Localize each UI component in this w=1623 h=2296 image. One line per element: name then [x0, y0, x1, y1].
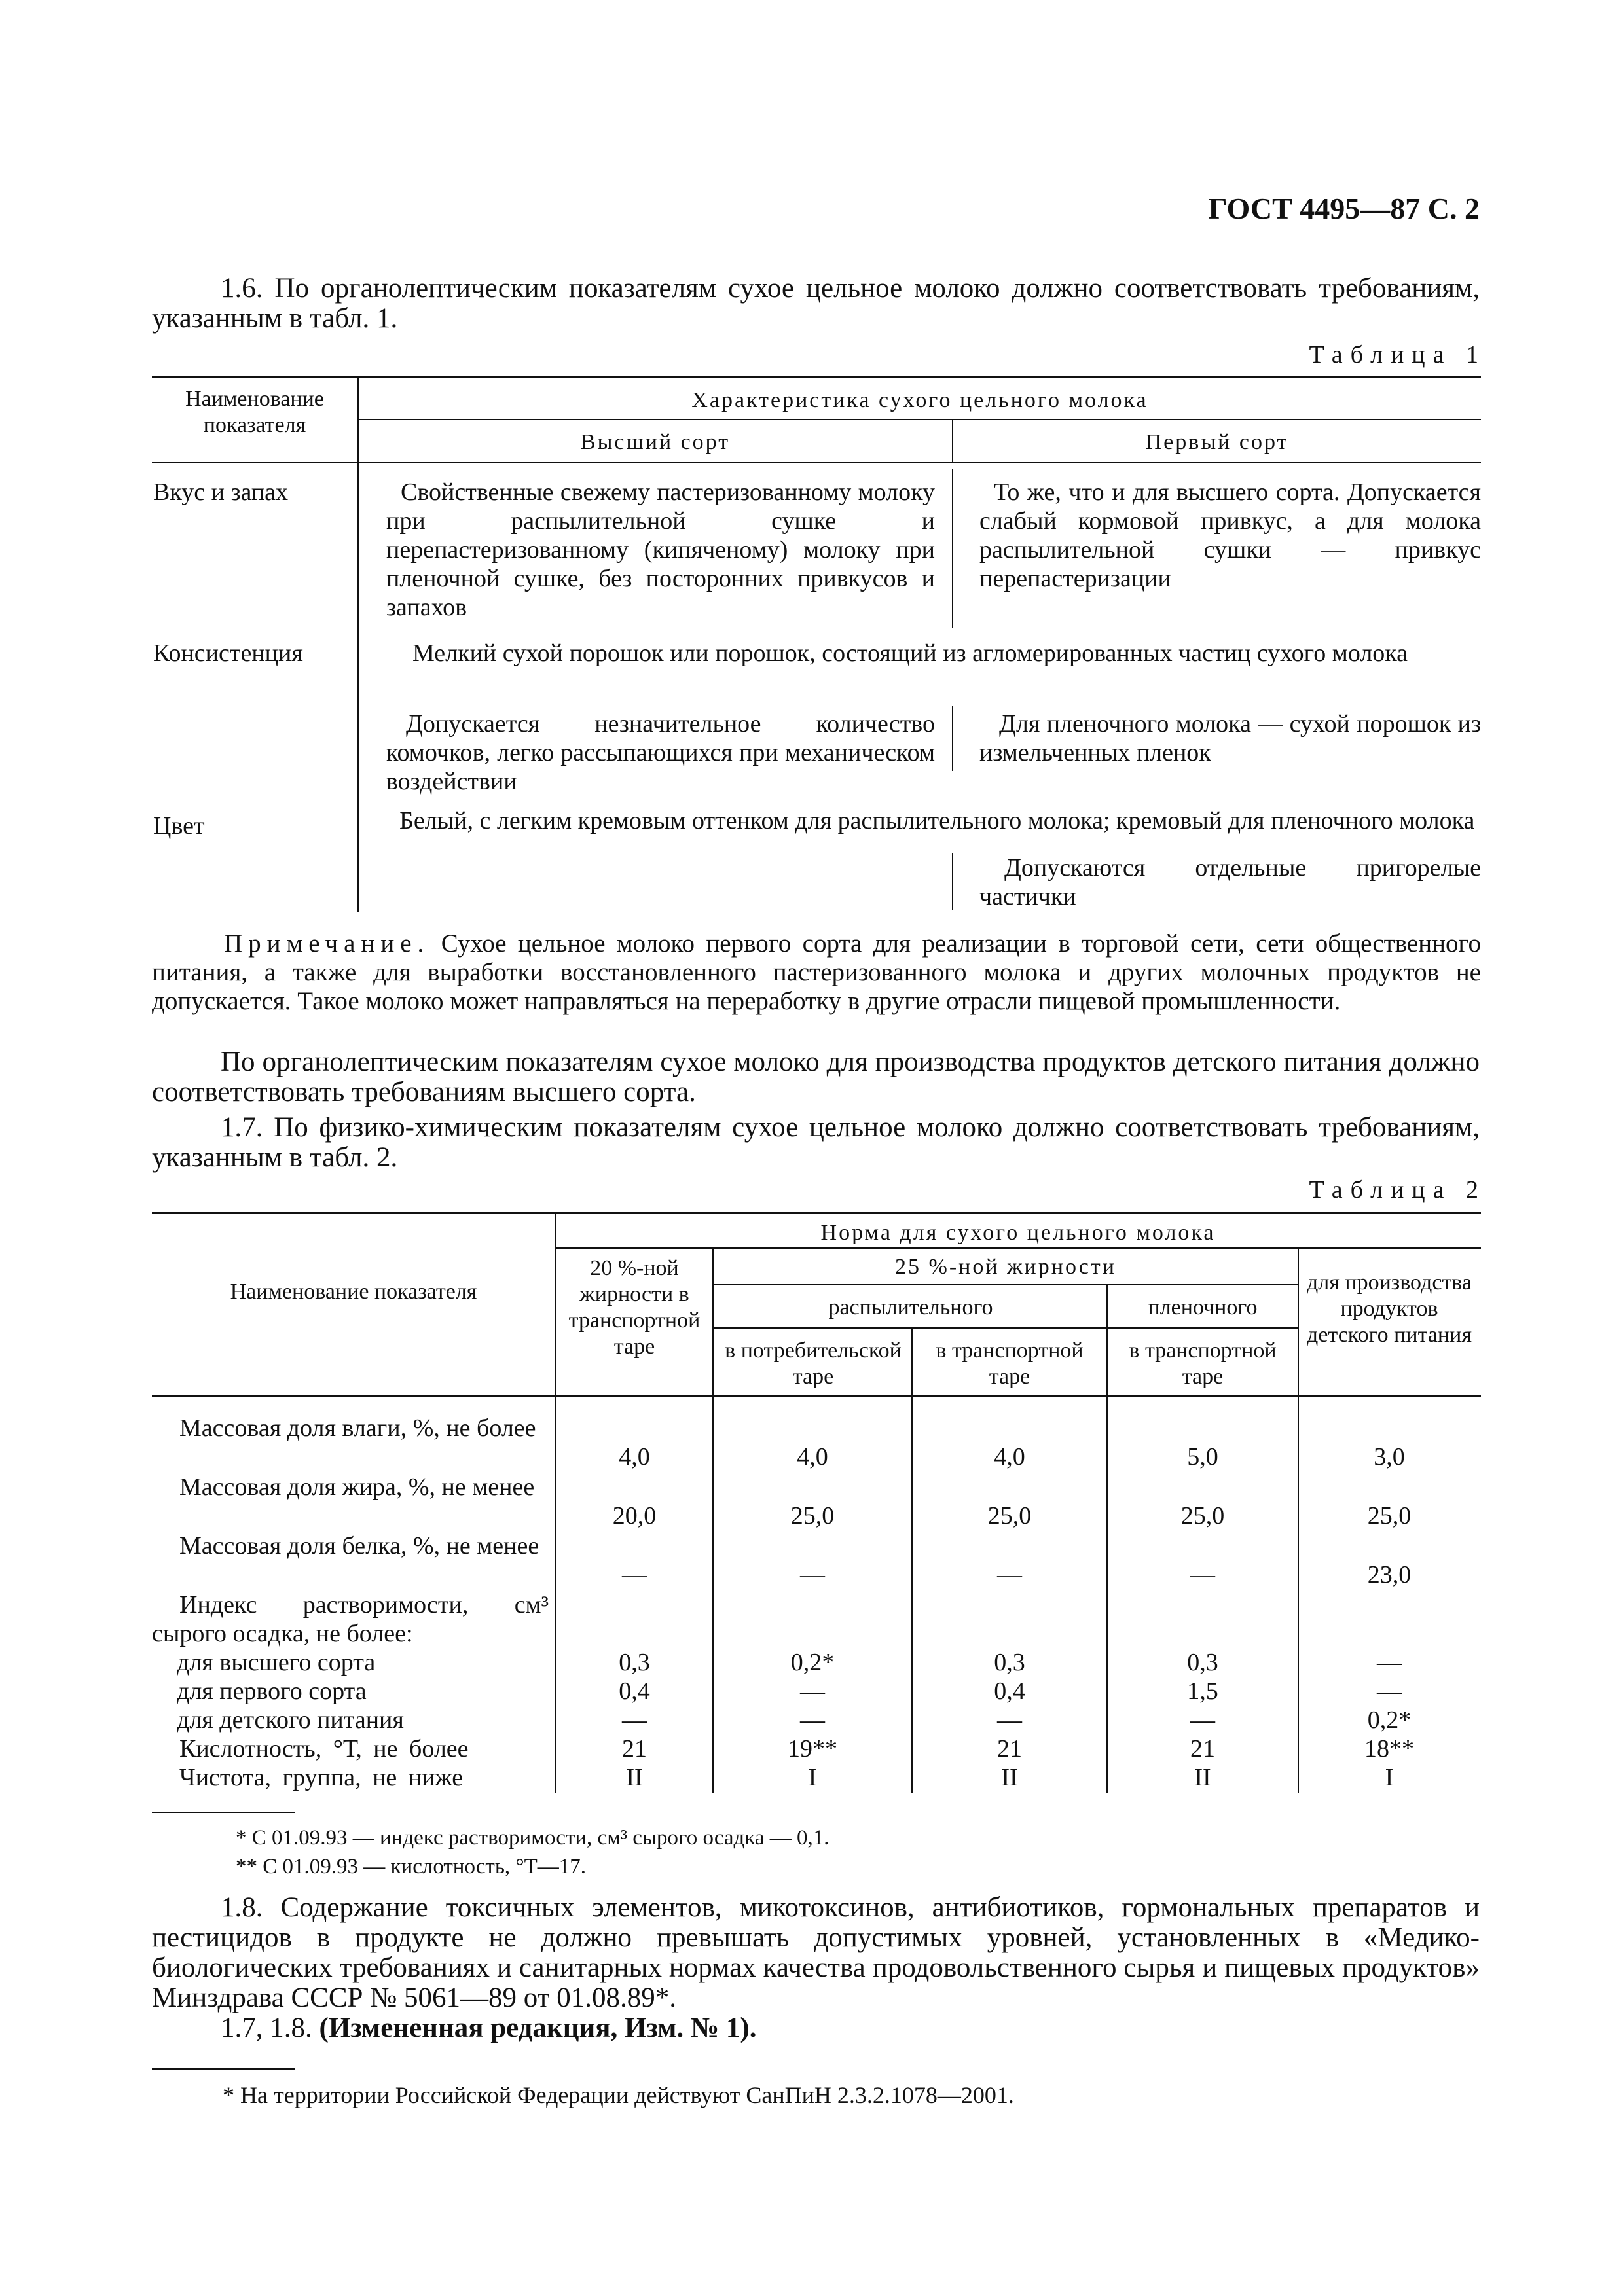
table2-cell: 0,2*: [1367, 1706, 1412, 1734]
note-label: Примечание.: [224, 929, 430, 958]
table2-cell: —: [1377, 1677, 1402, 1705]
table1-header-bottom-rule: [152, 462, 1481, 463]
table2-cell: 21: [622, 1735, 647, 1763]
table1-row-color-first: Допускаются отдельные пригорелые частички: [979, 854, 1481, 910]
table2-cell: —: [800, 1677, 825, 1705]
table1-col-divider: [357, 376, 359, 912]
table2-norm-rule: [556, 1247, 1481, 1249]
note-text: Сухое цельное молоко первого сорта для реализации в торговой сети, сети общественного питания, а также для выработки восстановленного пастеризованного молока и других молочных продуктов не допускается. Такое молоко может направляться на переработку в другие отрасли пищевой промышленности.: [152, 929, 1481, 1015]
table2-cell: 25,0: [1367, 1502, 1412, 1530]
table2-cell: 19**: [788, 1735, 837, 1763]
table2-cell: I: [808, 1764, 817, 1791]
table2-col-children: для производства продуктов детского питания: [1306, 1270, 1472, 1347]
table2-top-rule: [152, 1212, 1481, 1214]
table2-header-bottom-rule: [152, 1395, 1481, 1397]
paragraph-1-7: 1.7. По физико-химическим показателям сухое цельное молоко должно соответствовать требованиям, указанным в табл. 2.: [152, 1112, 1480, 1173]
table2-vline-film: [1298, 1247, 1299, 1793]
table1-row-taste-first: То же, что и для высшего сорта. Допускается слабый кормовой привкус, а для молока распылительной сушки — привкус перепастеризации: [979, 478, 1481, 592]
footnote-3: * На территории Российской Федерации действуют СанПиН 2.3.2.1078—2001.: [223, 2082, 1014, 2108]
table2-col-norm: Норма для сухого цельного молока: [820, 1221, 1216, 1245]
table1-subhead-divider: [952, 419, 953, 463]
table1-row-consistency-common: Мелкий сухой порошок или порошок, состоящий из агломерированных частиц сухого молока: [412, 639, 1408, 667]
table1-row-taste-top: Свойственные свежему пастеризованному молоку при распылительной сушке и перепастеризованному (кипяченому) молоку при пленочной сушке, без посторонних привкусов и запахов: [386, 478, 935, 621]
table2-row-label: Массовая доля жира, %, не менее: [179, 1473, 535, 1501]
paragraph-1-8: 1.8. Содержание токсичных элементов, микотоксинов, антибиотиков, гормональных препаратов и пестицидов в продукте не должно превышать допустимых уровней, установленных в «Медико-биологических требованиях и санитарных нормах качества продовольственного сырья и пищевых продуктов» Минздрава СССР № 5061—89 от 01.08.89*.: [152, 1892, 1480, 2013]
table2-cell: II: [626, 1764, 643, 1791]
table2-cell: 4,0: [619, 1443, 650, 1471]
table1-row3-divider: [952, 853, 953, 910]
table1-row1-divider: [952, 469, 953, 628]
table2-cell: —: [622, 1706, 647, 1734]
footnote-separator-2: [152, 2068, 295, 2070]
table2-kind-rule: [714, 1327, 1299, 1329]
table1-row-taste-label: Вкус и запах: [153, 478, 289, 506]
table2-row-label: Чистота, группа, не ниже: [179, 1764, 464, 1791]
table2-row-label: Массовая доля белка, %, не менее: [179, 1532, 539, 1560]
table2-cell: 0,4: [619, 1677, 650, 1705]
table2-cell: 4,0: [797, 1443, 828, 1471]
table2-vline-cons: [911, 1327, 913, 1793]
table2-cell: 4,0: [994, 1443, 1025, 1471]
table2-row-label: для первого сорта: [177, 1677, 367, 1705]
table2-vline-20: [712, 1247, 714, 1793]
page-header: ГОСТ 4495—87 С. 2: [1208, 192, 1480, 225]
table2-cell: —: [1190, 1561, 1215, 1588]
table2-col-name: Наименование показателя: [230, 1280, 477, 1304]
table1-row-consistency-label: Консистенция: [153, 639, 303, 667]
table2-col-25pct: 25 %-ной жирности: [895, 1255, 1116, 1279]
table2-row-label: Массовая доля влаги, %, не более: [179, 1414, 536, 1442]
table2-cell: I: [1385, 1764, 1394, 1791]
table2-cell: 5,0: [1187, 1443, 1218, 1471]
table2-row-label: Индекс растворимости, см³ сырого осадка, не более:: [152, 1591, 549, 1647]
table2-vline-name: [555, 1212, 556, 1793]
table2-row-label: Кислотность, °Т, не более: [179, 1735, 469, 1763]
table2-cell: 0,3: [994, 1649, 1025, 1676]
table2-col-film: пленочного: [1148, 1295, 1258, 1319]
table2-cell: 21: [1190, 1735, 1215, 1763]
paragraph-children: По органолептическим показателям сухое молоко для производства продуктов детского питания должно соответствовать требованиям высшего сорта.: [152, 1047, 1480, 1107]
revision-note: [221, 2013, 1465, 2043]
table2-cell: II: [1194, 1764, 1211, 1791]
table2-fat-rule: [714, 1284, 1299, 1285]
table2-cell: II: [1001, 1764, 1018, 1791]
table1-row-color-common: Белый, с легким кремовым оттенком для распылительного молока; кремовый для пленочного молока: [399, 807, 1475, 834]
footnote-separator: [152, 1812, 295, 1813]
paragraph-1-6: 1.6. По органолептическим показателям сухое цельное молоко должно соответствовать требованиям, указанным в табл. 1.: [152, 273, 1480, 334]
table2-caption: Таблица 2: [1309, 1176, 1486, 1204]
table2-cell: 3,0: [1374, 1443, 1405, 1471]
table1-col-first-grade: Первый сорт: [1145, 430, 1289, 454]
table2-cell: 18**: [1364, 1735, 1414, 1763]
table2-row-label: для детского питания: [177, 1706, 404, 1734]
table2-col-20pct: 20 %-ной жирности в транспортной таре: [568, 1256, 701, 1359]
table2-cell: 23,0: [1367, 1561, 1412, 1588]
table2-cell: 25,0: [790, 1502, 835, 1530]
table2-cell: 1,5: [1187, 1677, 1218, 1705]
footnote-2: ** С 01.09.93 — кислотность, °Т—17.: [236, 1855, 587, 1878]
table2-cell: —: [800, 1706, 825, 1734]
table2-cell: —: [997, 1706, 1022, 1734]
table2-col-consumer: в потребительской таре: [725, 1338, 902, 1389]
table1-row-consistency-first: Для пленочного молока — сухой порошок из измельченных пленок: [979, 710, 1481, 766]
table2-cell: —: [622, 1561, 647, 1588]
table2-vline-spray: [1106, 1284, 1108, 1793]
table1-header-rule: [359, 419, 1481, 420]
table1-caption: Таблица 1: [1309, 341, 1486, 368]
table2-col-spray: распылительного: [828, 1295, 993, 1319]
table1-note: [152, 929, 1481, 1016]
table1-row2-divider: [952, 706, 953, 771]
table2-cell: 0,3: [1187, 1649, 1218, 1676]
table2-cell: —: [1377, 1649, 1402, 1676]
table2-cell: 25,0: [1180, 1502, 1225, 1530]
revision-text: (Измененная редакция, Изм. № 1).: [319, 2013, 757, 2043]
footnote-1: * С 01.09.93 — индекс растворимости, см³ сырого осадка — 0,1.: [236, 1826, 830, 1850]
table2-cell: 0,3: [619, 1649, 650, 1676]
table1-row-color-label: Цвет: [153, 812, 205, 840]
table1-row-consistency-top: Допускается незначительное количество комочков, легко рассыпающихся при механическом воздействии: [386, 710, 935, 795]
table2-cell: 0,2*: [790, 1649, 835, 1676]
table2-cell: 0,4: [994, 1677, 1025, 1705]
table2-col-transport: в транспортной таре: [936, 1338, 1084, 1389]
table1-col-top-grade: Высший сорт: [580, 430, 731, 454]
table2-cell: —: [997, 1561, 1022, 1588]
table2-cell: 25,0: [987, 1502, 1032, 1530]
table2-col-transport-film: в транспортной таре: [1129, 1338, 1277, 1389]
table2-cell: —: [800, 1561, 825, 1588]
revision-number: 1.7, 1.8.: [221, 2013, 312, 2043]
table1-col-characteristic: Характеристика сухого цельного молока: [691, 388, 1148, 412]
table2-cell: 20,0: [612, 1502, 657, 1530]
table1-top-rule: [152, 376, 1481, 378]
table2-cell: 21: [997, 1735, 1022, 1763]
table1-col-name: Наименование показателя: [185, 387, 324, 437]
table2-cell: —: [1190, 1706, 1215, 1734]
table2-row-label: для высшего сорта: [177, 1649, 376, 1676]
